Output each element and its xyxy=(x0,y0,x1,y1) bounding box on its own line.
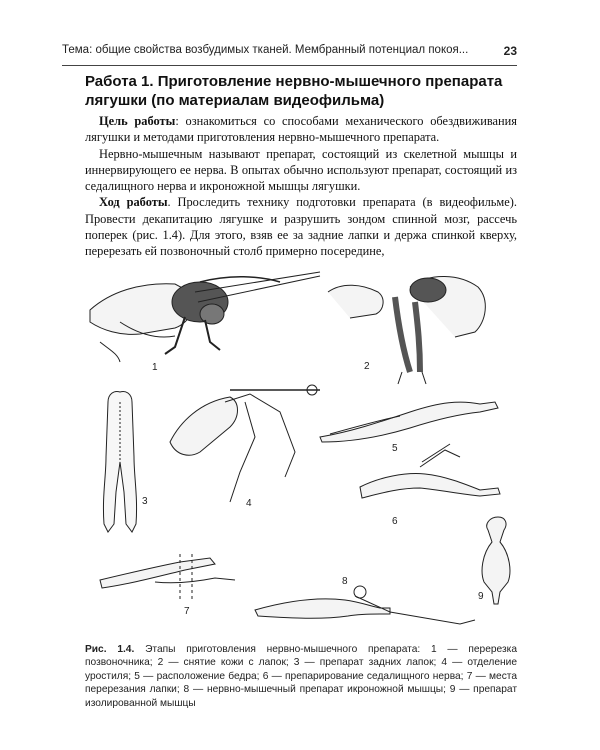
figure-1-4 xyxy=(80,262,520,637)
panel-5-illustration xyxy=(320,402,498,442)
figure-label-5: 5 xyxy=(392,443,398,454)
figure-label-7: 7 xyxy=(184,606,190,617)
panel-9-illustration xyxy=(482,517,510,604)
paragraph-text: : ознакомиться со способами механического обездвиживания лягушки и методами приготовления нервно-мышечного препарата. xyxy=(85,114,517,145)
panel-2-illustration xyxy=(328,276,485,384)
panel-6-illustration xyxy=(360,444,500,498)
figure-label-9: 9 xyxy=(478,591,484,602)
paragraph-lead: Цель работы xyxy=(99,114,176,128)
caption-text: Этапы приготовления нервно-мышечного препарата: 1 — перерезка позвоночника; 2 — снятие кожи с лапок; 3 — препарат задних лапок; 4 — отделение уростиля; 5 — расположение бедра; 6 — препарирование седалищного нерва; 7 — места перерезания лапки; 8 — нервно-мышечный препарат икроножной мышцы; 9 — препарат изолированной мышцы xyxy=(85,644,517,709)
paragraph-text: Нервно-мышечным называют препарат, состоящий из скелетной мышцы и иннервирующего ее нерва. В опытах обычно используют препарат, состоящий из седалищного нерва и икроножной мышцы лягушки. xyxy=(85,146,517,194)
frog-preparation-illustration xyxy=(80,262,520,637)
panel-3-illustration xyxy=(103,391,136,532)
paragraph-lead: Ход работы xyxy=(99,195,168,210)
figure-label-1: 1 xyxy=(152,362,158,373)
panel-1-illustration xyxy=(90,272,320,362)
paragraph-definition xyxy=(85,146,517,195)
paragraph-text: . Проследить технику подготовки препарата (в видеофильме). Провести декапитацию лягушке и разрушить зондом спинной мозг, рассечь поперек (рис. 1.4). Для этого, взяв ее за задние лапки и держа спинкой кверху, перерезать ей позвоночный столб примерно посередине, xyxy=(85,195,517,259)
figure-label-6: 6 xyxy=(392,516,398,527)
paragraph-procedure xyxy=(85,194,517,259)
body-text xyxy=(85,113,517,260)
figure-label-4: 4 xyxy=(246,498,252,509)
page-number: 23 xyxy=(503,44,517,58)
header-topic: Тема: общие свойства возбудимых тканей. Мембранный потенциал покоя... xyxy=(62,44,469,56)
running-header xyxy=(62,44,517,64)
section-title: Работа 1. Приготовление нервно-мышечного препарата лягушки (по материалам видеофильма) xyxy=(85,73,503,109)
header-rule xyxy=(62,65,517,66)
panel-4-illustration xyxy=(170,385,320,502)
caption-lead: Рис. 1.4. xyxy=(85,644,135,655)
figure-caption xyxy=(85,643,517,710)
paragraph-goal xyxy=(85,113,517,146)
figure-label-2: 2 xyxy=(364,361,370,372)
figure-label-3: 3 xyxy=(142,496,148,507)
panel-7-illustration xyxy=(100,554,235,602)
figure-label-8: 8 xyxy=(342,576,348,587)
panel-8-illustration xyxy=(255,586,475,624)
